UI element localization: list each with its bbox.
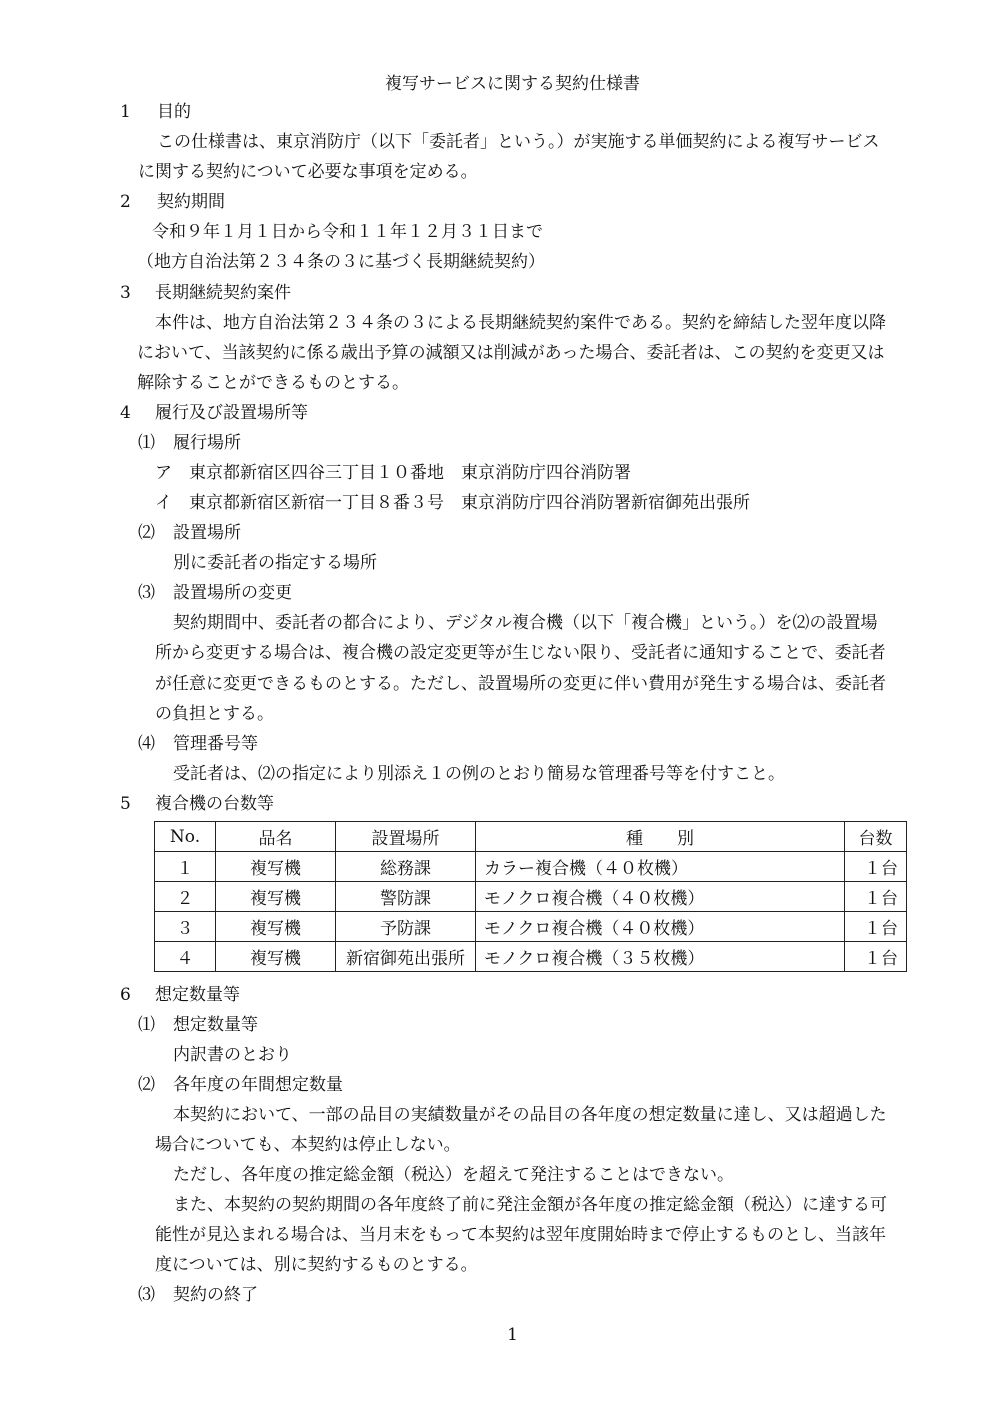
- section-6-2-text-2: 場合についても、本契約は停止しない。: [155, 1135, 461, 1155]
- section-3-text-2: において、当該契約に係る歳出予算の減額又は削減があった場合、委託者は、この契約を変更又は: [137, 343, 885, 363]
- table-cell: モノクロ複合機（４０枚機）: [476, 912, 845, 942]
- table-cell: 複写機: [216, 852, 336, 882]
- section-1-text-1: この仕様書は、東京消防庁（以下「委託者」という。）が実施する単価契約による複写サービス: [157, 132, 880, 152]
- section-2-number: 2: [120, 192, 131, 212]
- equipment-table: [154, 821, 907, 972]
- table-header-cell: 種 別: [476, 822, 845, 852]
- location-a: ア 東京都新宿区四谷三丁目１０番地 東京消防庁四谷消防署: [155, 463, 631, 483]
- section-4-4-number: ⑷: [138, 734, 155, 754]
- section-4-1-heading: 履行場所: [173, 433, 241, 453]
- table-cell: ４: [155, 942, 216, 972]
- section-3-number: 3: [120, 283, 131, 303]
- section-1-text-2: に関する契約について必要な事項を定める。: [138, 162, 478, 182]
- section-2-heading: 契約期間: [157, 192, 225, 212]
- table-cell: １台: [845, 912, 907, 942]
- section-1-heading: 目的: [157, 102, 191, 122]
- section-6-2-text-3: ただし、各年度の推定総金額（税込）を超えて発注することはできない。: [173, 1165, 734, 1185]
- section-6-2-text-5: 能性が見込まれる場合は、当月末をもって本契約は翌年度開始時まで停止するものとし、当該年: [155, 1225, 886, 1245]
- table-cell: 複写機: [216, 912, 336, 942]
- table-cell: モノクロ複合機（３５枚機）: [476, 942, 845, 972]
- section-6-number: 6: [120, 985, 131, 1005]
- table-cell: 複写機: [216, 942, 336, 972]
- table-cell: モノクロ複合機（４０枚機）: [476, 882, 845, 912]
- section-4-3-text-4: の負担とする。: [155, 704, 274, 724]
- page-number: 1: [507, 1325, 518, 1345]
- section-4-heading: 履行及び設置場所等: [155, 403, 308, 423]
- table-cell: １台: [845, 942, 907, 972]
- section-5-number: 5: [120, 794, 131, 814]
- table-row: [155, 882, 907, 912]
- table-header-cell: 設置場所: [336, 822, 476, 852]
- table-header-cell: No.: [155, 822, 216, 852]
- table-row: [155, 942, 907, 972]
- table-cell: 新宿御苑出張所: [336, 942, 476, 972]
- table-header-cell: 品名: [216, 822, 336, 852]
- table-cell: ３: [155, 912, 216, 942]
- table-cell: １: [155, 852, 216, 882]
- section-6-3-number: ⑶: [138, 1285, 155, 1305]
- section-4-4-heading: 管理番号等: [173, 734, 258, 754]
- section-6-3-heading: 契約の終了: [173, 1285, 258, 1305]
- section-4-3-number: ⑶: [138, 583, 155, 603]
- section-4-3-text-2: 所から変更する場合は、複合機の設定変更等が生じない限り、受託者に通知することで、委託者: [155, 643, 886, 663]
- table-cell: 警防課: [336, 882, 476, 912]
- section-3-heading: 長期継続契約案件: [155, 283, 291, 303]
- table-row: [155, 852, 907, 882]
- section-4-3-heading: 設置場所の変更: [173, 583, 292, 603]
- section-3-text-3: 解除することができるものとする。: [137, 373, 409, 393]
- section-6-2-number: ⑵: [138, 1075, 155, 1095]
- section-6-1-heading: 想定数量等: [173, 1015, 258, 1035]
- section-4-2-number: ⑵: [138, 523, 155, 543]
- table-cell: １台: [845, 852, 907, 882]
- section-5-heading: 複合機の台数等: [155, 794, 274, 814]
- section-6-2-heading: 各年度の年間想定数量: [173, 1075, 343, 1095]
- section-2-text-1: 令和９年１月１日から令和１１年１２月３１日まで: [152, 222, 543, 242]
- section-6-1-text: 内訳書のとおり: [173, 1045, 292, 1065]
- section-3-text-1: 本件は、地方自治法第２３４条の３による長期継続契約案件である。契約を締結した翌年度以降: [155, 313, 886, 333]
- section-4-4-text: 受託者は、⑵の指定により別添え１の例のとおり簡易な管理番号等を付すこと。: [173, 764, 785, 784]
- section-6-2-text-1: 本契約において、一部の品目の実績数量がその品目の各年度の想定数量に達し、又は超過した: [173, 1105, 887, 1125]
- table-cell: カラー複合機（４０枚機）: [476, 852, 845, 882]
- section-4-2-heading: 設置場所: [173, 523, 241, 543]
- table-cell: 複写機: [216, 882, 336, 912]
- section-4-3-text-1: 契約期間中、委託者の都合により、デジタル複合機（以下「複合機」という。）を⑵の設置場: [173, 613, 878, 633]
- section-6-2-text-4: また、本契約の契約期間の各年度終了前に発注金額が各年度の推定総金額（税込）に達する可: [173, 1195, 887, 1215]
- table-header-cell: 台数: [845, 822, 907, 852]
- table-row: [155, 912, 907, 942]
- section-4-2-text: 別に委託者の指定する場所: [173, 553, 377, 573]
- table-cell: １台: [845, 882, 907, 912]
- table-header-row: [155, 822, 907, 852]
- section-6-2-text-6: 度については、別に契約するものとする。: [155, 1255, 478, 1275]
- section-4-number: 4: [120, 403, 131, 423]
- table-cell: 総務課: [336, 852, 476, 882]
- location-i: イ 東京都新宿区新宿一丁目８番３号 東京消防庁四谷消防署新宿御苑出張所: [155, 493, 750, 513]
- section-6-heading: 想定数量等: [155, 985, 240, 1005]
- section-1-number: 1: [120, 102, 131, 122]
- page-title: 複写サービスに関する契約仕様書: [385, 74, 640, 94]
- section-4-1-number: ⑴: [138, 433, 155, 453]
- table-cell: ２: [155, 882, 216, 912]
- section-4-3-text-3: が任意に変更できるものとする。ただし、設置場所の変更に伴い費用が発生する場合は、委託者: [155, 674, 886, 694]
- table-cell: 予防課: [336, 912, 476, 942]
- section-6-1-number: ⑴: [138, 1015, 155, 1035]
- section-2-text-2: （地方自治法第２３４条の３に基づく長期継続契約）: [137, 252, 545, 272]
